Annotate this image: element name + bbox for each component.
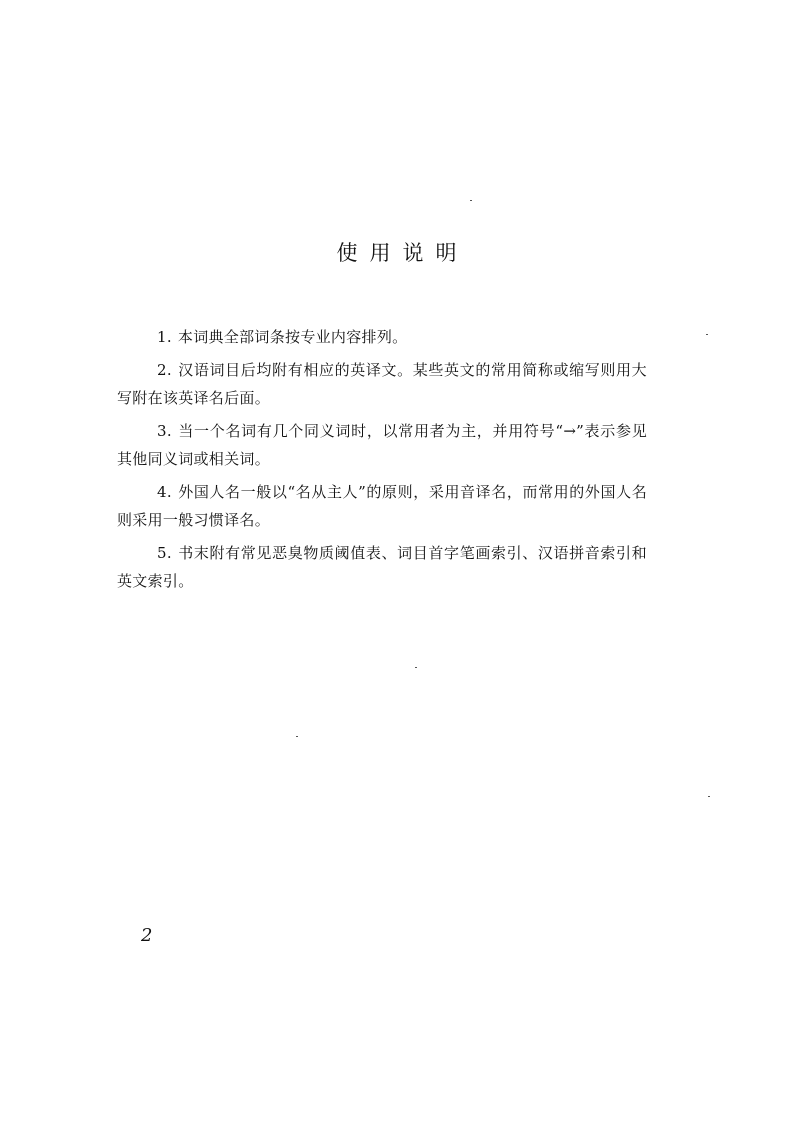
instruction-item-3 — [117, 417, 647, 474]
instruction-item-2 — [117, 356, 647, 413]
scan-speck — [296, 736, 298, 737]
instruction-text: 外国人名一般以“名从主人”的原则，采用音译名，而常用的外国人名则采用一般习惯译名。 — [117, 482, 647, 529]
scan-speck — [470, 200, 472, 201]
instructions-list — [117, 323, 647, 600]
scan-speck — [706, 334, 708, 335]
page-number: 2 — [141, 925, 153, 946]
scan-speck — [415, 667, 417, 668]
instruction-text: 汉语词目后均附有相应的英译文。某些英文的常用简称或缩写则用大写附在该英译名后面。 — [117, 360, 647, 407]
instruction-item-1 — [117, 323, 647, 352]
scan-speck — [708, 796, 710, 797]
instruction-number: 4. — [157, 482, 172, 501]
instruction-text: 书末附有常见恶臭物质阈值表、词目首字笔画索引、汉语拼音索引和英文索引。 — [117, 543, 647, 590]
instruction-item-5 — [117, 539, 647, 596]
page-title: 使用说明 — [336, 241, 469, 265]
instruction-number: 1. — [157, 328, 172, 346]
instruction-number: 2. — [157, 360, 172, 379]
instruction-number: 3. — [157, 421, 172, 440]
instruction-text: 本词典全部词条按专业内容排列。 — [177, 328, 408, 346]
instruction-number: 5. — [157, 543, 172, 562]
instruction-text: 当一个名词有几个同义词时，以常用者为主，并用符号“→”表示参见其他同义词或相关词。 — [117, 421, 647, 468]
instruction-item-4 — [117, 478, 647, 535]
